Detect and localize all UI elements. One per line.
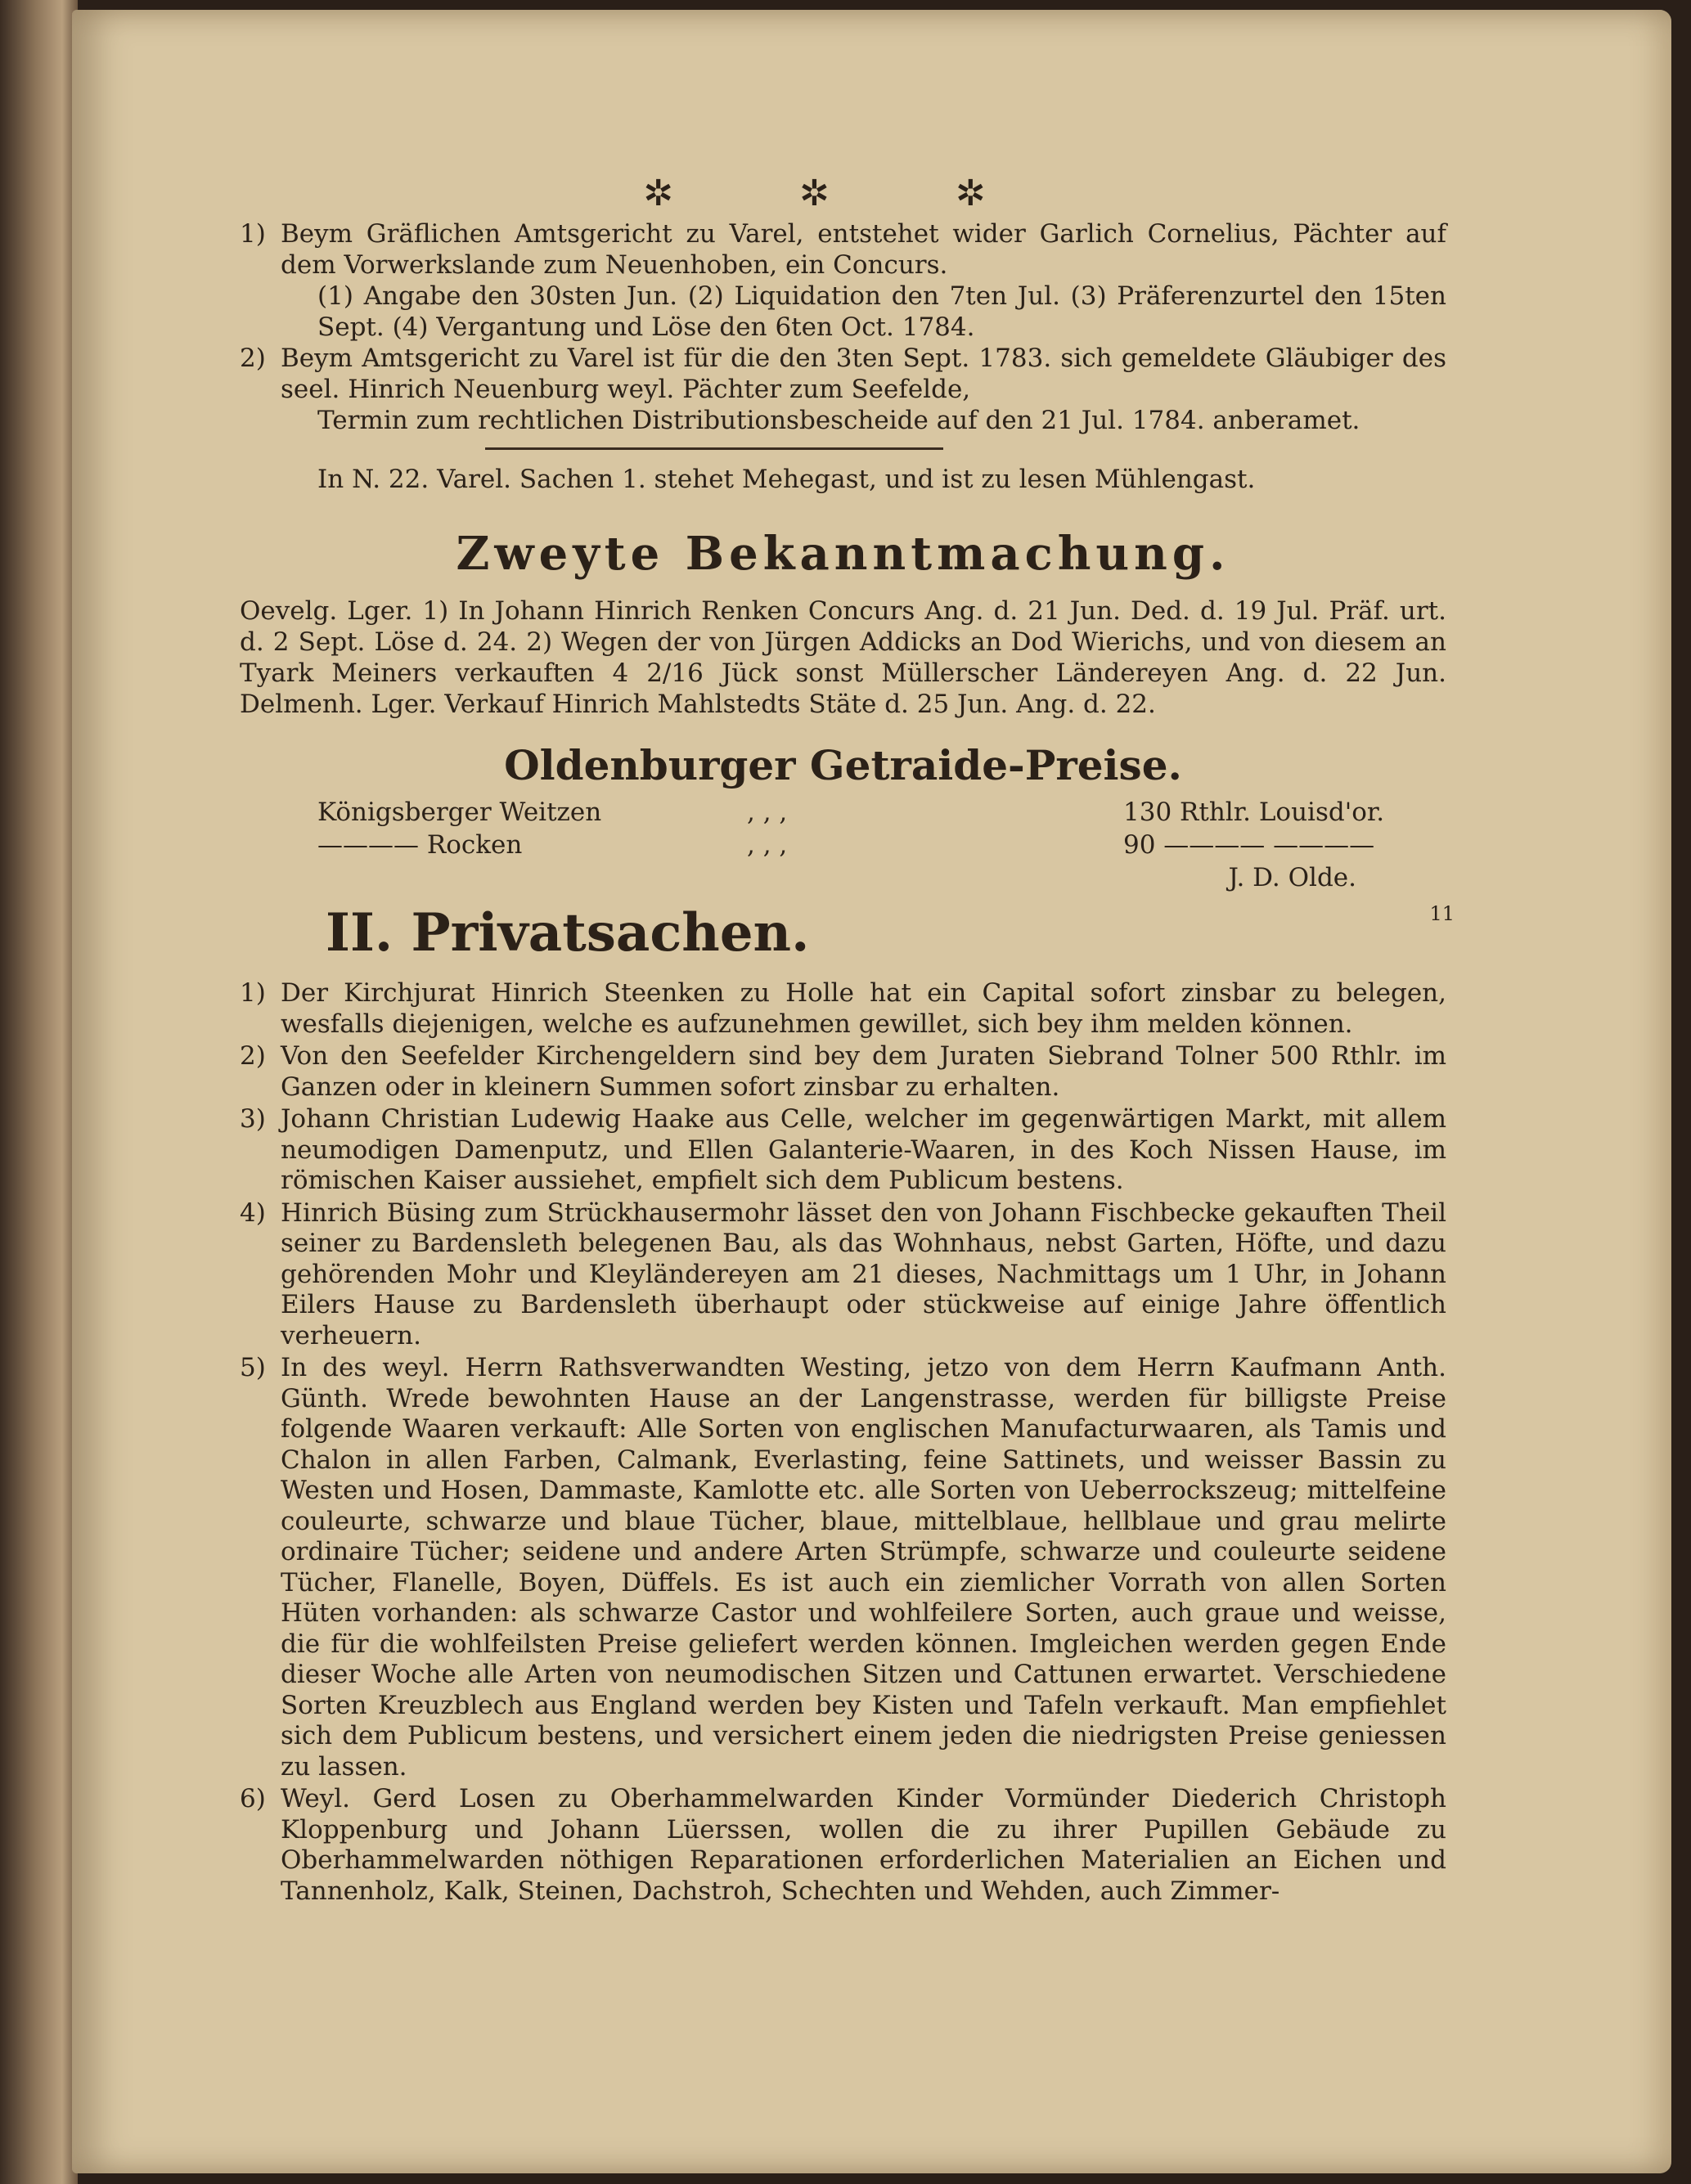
notice-text: Von den Seefelder Kirchengeldern sind bey dem Juraten Siebrand Tolner 500 Rthlr. im Ganzen oder in kleinern Summen sofort zinsbar zu erhalten. xyxy=(281,1041,1446,1102)
notice-number: 1) xyxy=(240,219,266,249)
facing-page-edge xyxy=(0,0,78,2184)
private-notice-1 xyxy=(240,978,1446,1040)
price-row xyxy=(240,830,1446,863)
notice-2-term: Termin zum rechtlichen Distributionsbescheide auf den 21 Jul. 1784. anberamet. xyxy=(317,406,1360,435)
notice-text: Beym Gräflichen Amtsgericht zu Varel, entstehet wider Garlich Cornelius, Pächter auf dem Vorwerkslande zum Neuenhoben, ein Concurs. xyxy=(281,219,1446,280)
notice-number: 4) xyxy=(240,1198,266,1228)
second-announcement-text: Oevelg. Lger. 1) In Johann Hinrich Renken Concurs Ang. d. 21 Jun. Ded. d. 19 Jul. Präf. urt. d. 2 Sept. Löse d. 24. 2) Wegen der von Jürgen Addicks an Dod Wierichs, und von diesem an Tyark Meiners verkauften 4 2/16 Jück sonst Müllerscher Ländereyen Ang. d. 22 Jun. Delmenh. Lger. Verkauf Hinrich Mahlstedts Stäte d. 25 Jun. Ang. d. 22. xyxy=(240,596,1446,719)
private-notice-2 xyxy=(240,1041,1446,1103)
private-notice-5 xyxy=(240,1353,1446,1782)
signature: J. D. Olde. xyxy=(1228,863,1356,892)
notice-text: Johann Christian Ludewig Haake aus Celle, welcher im gegenwärtigen Markt, mit allem neumodigen Damenputz, und Ellen Galanterie-Waaren, in des Koch Nissen Hause, im römischen Kaiser aussiehet, empfielt sich dem Publicum bestens. xyxy=(281,1104,1446,1195)
notice-number: 2) xyxy=(240,1041,266,1071)
notice-text: Beym Amtsgericht zu Varel ist für die den 3ten Sept. 1783. sich gemeldete Gläubiger des seel. Hinrich Neuenburg weyl. Pächter zum Seefelde, xyxy=(281,344,1446,404)
notice-text: Weyl. Gerd Losen zu Oberhammelwarden Kinder Vormünder Diederich Christoph Kloppenburg und Johann Lüerssen, wollen die zu ihrer Pupillen Gebäude zu Oberhammelwarden nöthigen Reparationen erforderlichen Materialien an Eichen und Tannenholz, Kalk, Steinen, Dachstroh, Schechten und Wehden, auch Zimmer- xyxy=(281,1784,1446,1906)
margin-mark: 11 xyxy=(1429,902,1455,925)
notice-number: 1) xyxy=(240,978,266,1008)
private-matters-heading: II. Privatsachen. xyxy=(326,902,810,964)
price-row xyxy=(240,798,1446,830)
notice-1-dates: (1) Angabe den 30sten Jun. (2) Liquidation den 7ten Jul. (3) Präferenzurtel den 15ten Sept. (4) Vergantung und Löse den 6ten Oct. 1784. xyxy=(317,281,1446,342)
notice-number: 3) xyxy=(240,1104,266,1134)
private-notice-3 xyxy=(240,1104,1446,1197)
price-dots: , , , xyxy=(747,830,788,860)
price-item: Königsberger Weitzen xyxy=(317,798,602,827)
price-value: 130 Rthlr. Louisd'or. xyxy=(1123,798,1385,827)
price-dots: , , , xyxy=(747,798,788,827)
notice-number: 6) xyxy=(240,1784,266,1813)
notice-number: 5) xyxy=(240,1353,266,1382)
price-value: 90 ———— ———— xyxy=(1123,830,1375,860)
notice-text: Hinrich Büsing zum Strückhausermohr lässet den von Johann Fischbecke gekauften Theil seiner zu Bardensleth belegenen Bau, als das Wohnhaus, nebst Garten, Höfte, und dazu gehörenden Mohr und Kleyländereyen am 21 dieses, Nachmittags um 1 Uhr, in Johann Eilers Hause zu Bardensleth überhaupt oder stückweise auf einige Jahre öffentlich verheuern. xyxy=(281,1198,1446,1350)
notice-text: In des weyl. Herrn Rathsverwandten Westing, jetzo von dem Herrn Kaufmann Anth. Günth. Wrede bewohnten Hause an der Langenstrasse, werden für billigste Preise folgende Waaren verkauft: Alle Sorten von englischen Manufacturwaaren, als Tamis und Chalon in allen Farben, Calmank, Everlasting, feine Sattinets, und weisser Bassin zu Westen und Hosen, Dammaste, Kamlotte etc. alle Sorten von Ueberrockszeug; mittelfeine couleurte, schwarze und blaue Tücher, blaue, mittelblaue, hellblaue und grau melirte ordinaire Tücher; seidene und andere Arten Strümpfe, schwarze und couleurte seidene Tücher, Flanelle, Boyen, Düffels. Es ist auch ein ziemlicher Vorrath von allen Sorten Hüten vorhanden: als schwarze Castor und wohlfeilere Sorten, auch graue und weisse, die für die wohlfeilsten Preise geliefert werden können. Imgleichen werden gegen Ende dieser Woche alle Arten von neumodischen Sitzen und Cattunen erwartet. Verschiedene Sorten Kreuzblech aus England werden bey Kisten und Tafeln verkauft. Man empfiehlet sich dem Publicum bestens, und versichert einem jeden die niedrigsten Preise geniessen zu lassen. xyxy=(281,1353,1446,1782)
document-page xyxy=(72,10,1671,2173)
second-announcement-heading: Zweyte Bekanntmachung. xyxy=(456,527,1230,581)
page-content xyxy=(240,169,1455,1908)
notice-number: 2) xyxy=(240,344,266,373)
divider-rule xyxy=(485,447,943,450)
notice-1 xyxy=(240,218,1446,281)
ornament-stars: ✲ ✲ ✲ xyxy=(643,173,1043,214)
private-notice-6 xyxy=(240,1784,1446,1907)
notice-2 xyxy=(240,343,1446,405)
price-item: ———— Rocken xyxy=(317,830,523,860)
grain-prices-heading: Oldenburger Getraide-Preise. xyxy=(504,741,1182,789)
correction-note: In N. 22. Varel. Sachen 1. stehet Mehegast, und ist zu lesen Mühlengast. xyxy=(317,465,1256,494)
private-notice-4 xyxy=(240,1198,1446,1352)
private-notices-list xyxy=(240,978,1446,1907)
notice-text: Der Kirchjurat Hinrich Steenken zu Holle hat ein Capital sofort zinsbar zu belegen, wesfalls diejenigen, welche es aufzunehmen gewillet, sich bey ihm melden können. xyxy=(281,978,1446,1039)
